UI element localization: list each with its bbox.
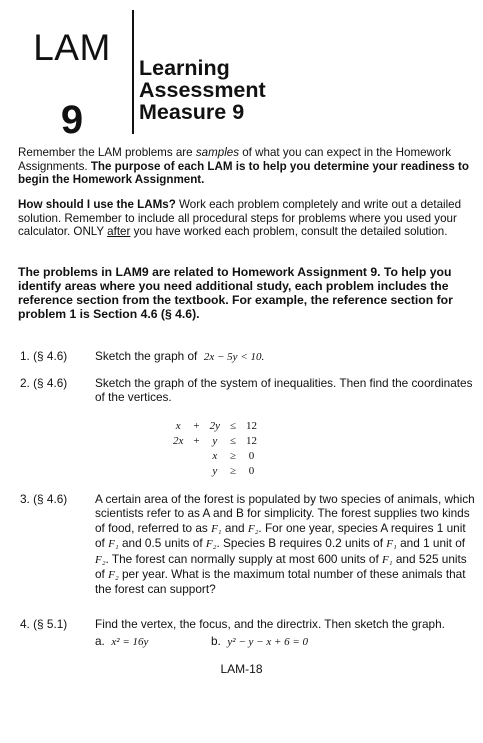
page-title [139, 57, 266, 123]
problem-4-part-b: b. y² − y − x + 6 = 0 [211, 634, 309, 648]
inequality-row-3: x ≥ 0 [212, 449, 255, 462]
lam-number: 9 [60, 98, 84, 142]
problem-1-text: Sketch the graph of 2x − 5y < 10. [95, 349, 265, 363]
header-divider [132, 10, 134, 134]
intro-paragraph-1: Remember the LAM problems are samples of what you can expect in the Homework Assignments. The purpose of each LAM is to help you determine your readiness to begin the Homework Assignment. [18, 146, 469, 187]
page-number: LAM-18 [220, 662, 263, 676]
problem-3-text: A certain area of the forest is populated by two species of animals, which scientists refer to as A and B for simplicity. The forest supplies two kinds of food, referred to as F₁ and F₂. For one year, species A requires 1 unit of F₁ and 0.5 units of F₂. Species B requires 0.2 units of F₁ and 1 unit of F₂. The forest can normally supply at most 600 units of F₁ and 525 units of F₂ per year. What is the maximum total number of these animals that the forest can support? [95, 492, 475, 597]
purpose-statement: The purpose of each LAM is to help you determine your readiness to begin the Homework Assignment. [18, 159, 469, 187]
usage-question: How should I use the LAMs? [18, 198, 176, 211]
intro-paragraph-3: The problems in LAM9 are related to Homework Assignment 9. To help you identify areas where you need additional study, each problem includes the reference section from the textbook. For example, the reference section for problem 1 is Section 4.6 (§ 4.6). [18, 265, 453, 321]
inequality-row-4: y ≥ 0 [212, 464, 255, 477]
problem-4-part-a: a. x² = 16y [95, 634, 149, 648]
problem-2-text: Sketch the graph of the system of inequalities. Then find the coordinates of the vertices. [95, 376, 473, 405]
lam-badge [26, 28, 118, 142]
problem-4-label: 4. (§ 5.1) [20, 617, 68, 631]
title-line-3: Measure 9 [139, 100, 245, 124]
problem-3-label: 3. (§ 4.6) [20, 492, 68, 506]
inequality-row-2: 2x + y ≤ 12 [173, 434, 258, 447]
title-line-1: Learning [139, 56, 230, 80]
problem-1-label: 1. (§ 4.6) [20, 349, 68, 363]
inequality-row-1: x + 2y ≤ 12 [175, 419, 258, 432]
title-line-2: Assessment [139, 78, 266, 102]
problem-2-label: 2. (§ 4.6) [20, 376, 68, 390]
problem-1-math: 2x − 5y < 10. [203, 351, 265, 363]
inequality-system [168, 418, 262, 478]
intro-paragraph-2: How should I use the LAMs? Work each problem completely and write out a detailed solution. Remember to include all procedural steps for problems where you used your calculator. ONLY after you have worked each problem, consult the detailed solution. [18, 198, 462, 239]
problem-4-text: Find the vertex, the focus, and the directrix. Then sketch the graph. [95, 617, 445, 631]
lam-word: LAM [33, 27, 111, 68]
